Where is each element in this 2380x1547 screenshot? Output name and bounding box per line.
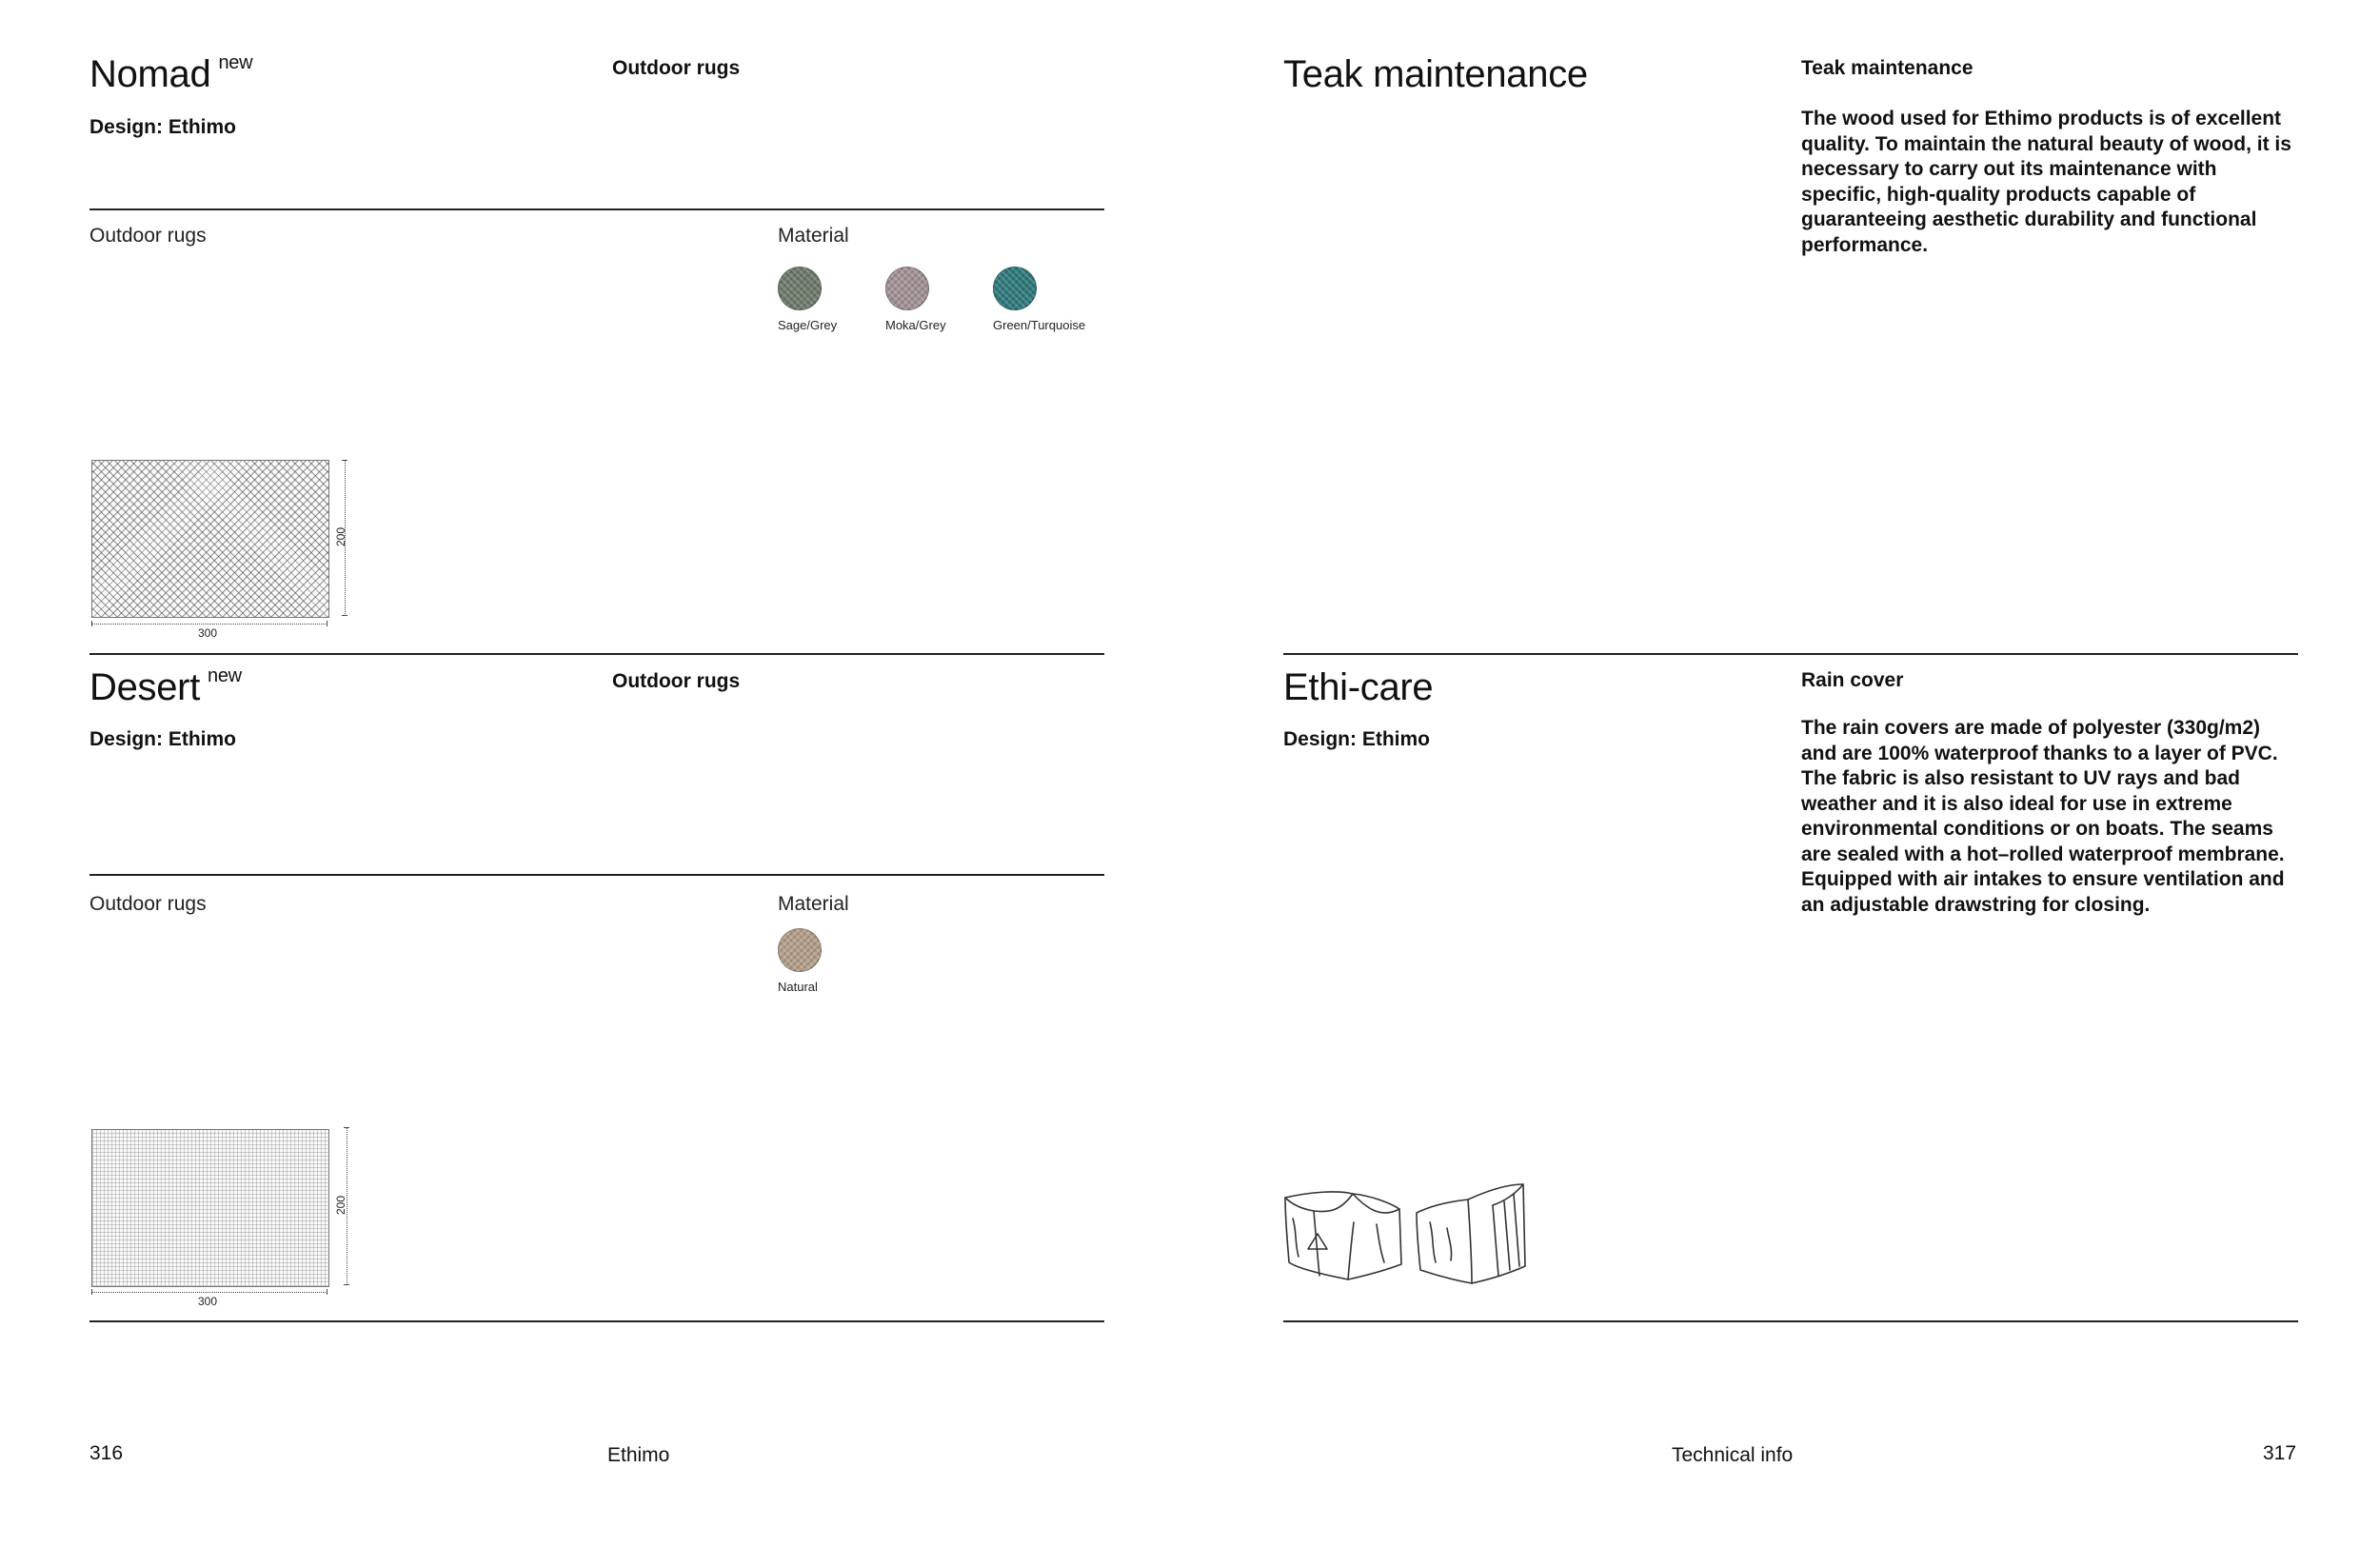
material-label: Material — [778, 893, 849, 915]
material-label: Material — [778, 225, 849, 247]
material-swatch — [778, 267, 822, 310]
material-swatch-name: Natural — [778, 980, 818, 994]
dimension-tick — [91, 1289, 92, 1295]
dimension-width: 300 — [198, 1295, 218, 1308]
rain-cover-illustration — [1281, 1180, 1529, 1293]
section-title-teak: Teak maintenance — [1283, 53, 1588, 95]
section-body: The rain covers are made of polyester (330g/m2) and are 100% waterproof thanks to a layer of PVC. The fabric is also resistant to UV rays and bad weather and it is also ideal for use in extreme environmental conditions or on boats. The seams are sealed with a hot–rolled waterproof membrane. Equipped with air intakes to ensure ventilation and an adjustable drawstring for closing. — [1801, 717, 2285, 916]
dimension-line-width — [91, 1292, 327, 1293]
material-swatch-item — [778, 267, 837, 332]
dimension-width: 300 — [198, 626, 218, 640]
product-title-text: Nomad — [89, 53, 211, 95]
product-category: Outdoor rugs — [612, 670, 741, 692]
material-swatch-name: Sage/Grey — [778, 318, 838, 332]
material-swatch-name: Green/Turquoise — [993, 318, 1086, 332]
material-swatch-item — [778, 928, 822, 994]
page-number-right: 317 — [2263, 1442, 2297, 1464]
product-title-desert — [89, 665, 242, 708]
dimension-tick — [91, 621, 92, 626]
section-title-ethicare: Ethi-care — [1283, 666, 1434, 708]
product-category: Outdoor rugs — [612, 57, 741, 79]
dimension-height: 200 — [334, 1195, 347, 1216]
page-number-left: 316 — [89, 1442, 124, 1464]
dimension-line-width — [91, 624, 327, 625]
rug-drawing-nomad — [91, 460, 329, 618]
material-swatch — [993, 267, 1037, 310]
divider — [1283, 653, 2298, 655]
divider — [89, 874, 1104, 876]
type-label: Outdoor rugs — [89, 893, 207, 915]
divider — [1283, 1320, 2298, 1322]
divider — [89, 208, 1104, 210]
new-badge: new — [218, 52, 253, 73]
dimension-tick — [342, 615, 347, 616]
designer-credit: Design: Ethimo — [89, 728, 237, 750]
material-swatch — [885, 267, 929, 310]
divider — [89, 1320, 1104, 1322]
dimension-tick — [344, 1127, 349, 1128]
footer-section: Technical info — [1672, 1444, 1794, 1466]
product-title-text: Desert — [89, 666, 201, 708]
dimension-tick — [344, 1284, 349, 1285]
material-swatch — [778, 928, 822, 972]
footer-brand: Ethimo — [607, 1444, 670, 1466]
section-heading: Rain cover — [1801, 669, 1904, 691]
designer-credit: Design: Ethimo — [89, 116, 237, 138]
material-swatch-item — [885, 267, 946, 332]
dimension-height: 200 — [334, 526, 347, 547]
dimension-tick — [342, 460, 347, 461]
divider — [89, 653, 1104, 655]
product-title-nomad — [89, 52, 253, 95]
section-heading: Teak maintenance — [1801, 57, 1973, 79]
rug-drawing-desert — [91, 1129, 329, 1287]
new-badge: new — [208, 665, 242, 686]
designer-credit: Design: Ethimo — [1283, 728, 1431, 750]
material-swatch-item — [993, 267, 1085, 332]
type-label: Outdoor rugs — [89, 225, 207, 247]
material-swatch-name: Moka/Grey — [885, 318, 946, 332]
section-body: The wood used for Ethimo products is of excellent quality. To maintain the natural beauty of wood, it is necessary to carry out its maintenance with specific, high-quality products capable of guaranteeing aesthetic durability and functional performance. — [1801, 108, 2291, 256]
